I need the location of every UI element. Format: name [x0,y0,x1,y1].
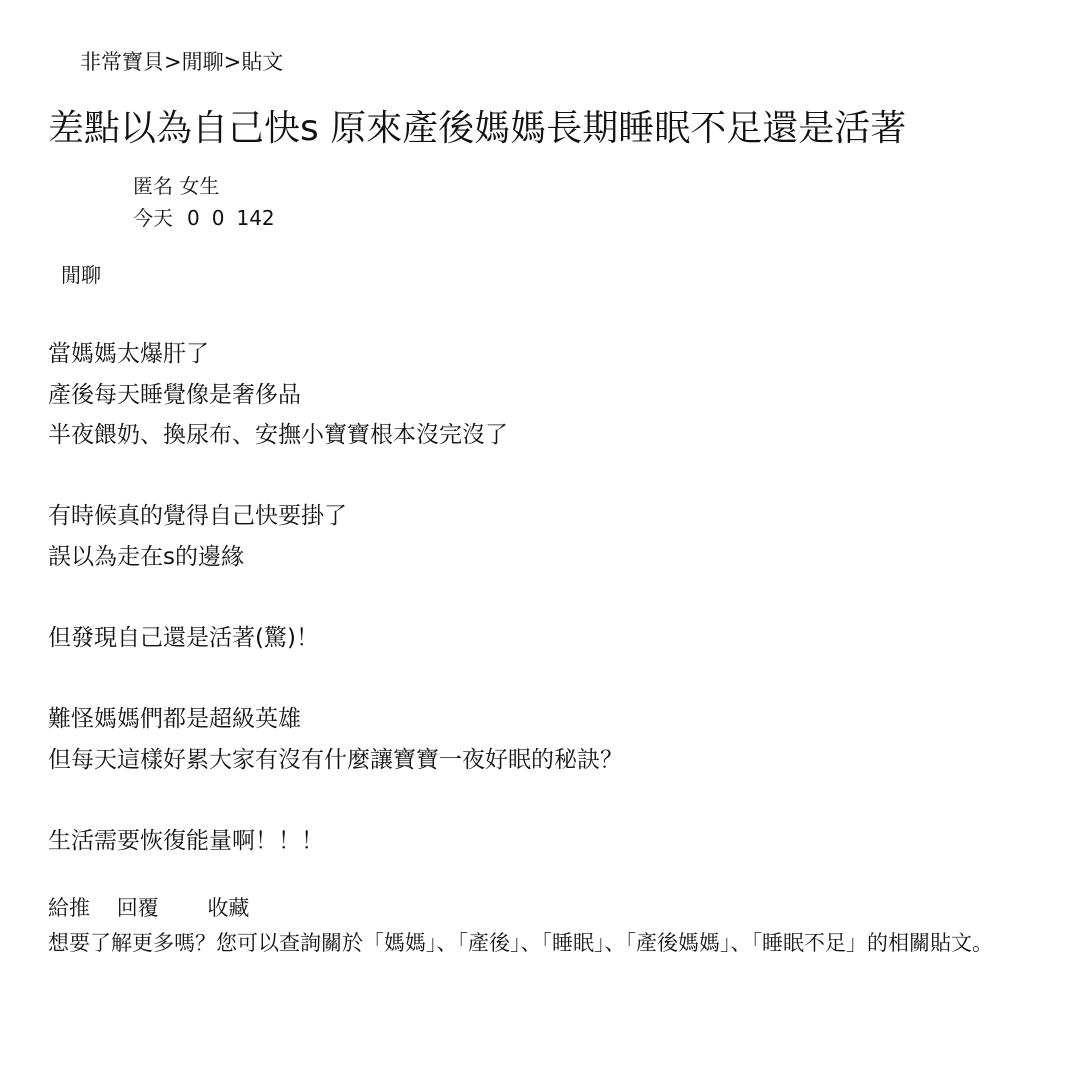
stats-line [133,202,289,234]
post-author: 匿名 女生 [133,174,220,198]
related-posts-text: 想要了解更多嗎？您可以查詢關於「媽媽」、「產後」、「睡眠」、「產後媽媽」、「睡眠不足」的相關貼文。 [48,931,993,955]
post-line: 有時候真的覺得自己快要掛了 [48,503,347,530]
post-paragraph [48,334,1048,456]
post-actions [48,893,249,923]
like-count: 0 [187,206,200,230]
favorite-button[interactable]: 收藏 [207,896,250,920]
post-line: 但發現自己還是活著(驚)！ [48,625,319,652]
breadcrumb-current-page: 貼文 [241,50,284,74]
post-content [48,334,1048,862]
breadcrumb-site-link[interactable]: 非常寶貝 [80,50,164,74]
post-meta [133,170,289,234]
post-line: 半夜餵奶、換尿布、安撫小寶寶根本沒完沒了 [48,422,508,449]
view-count: 142 [236,206,275,230]
breadcrumb-separator: > [223,50,242,74]
post-line: 難怪媽媽們都是超級英雄 [48,706,301,733]
post-date: 今天 [133,206,173,230]
breadcrumb-separator: > [164,50,182,74]
reply-button[interactable]: 回覆 [116,896,159,920]
board-tag[interactable]: 閒聊 [61,263,101,287]
breadcrumb [80,48,283,76]
post-line: 生活需要恢復能量啊！！！ [48,828,324,855]
post-line: 產後每天睡覺像是奢侈品 [48,381,301,408]
post-paragraph [48,821,1048,862]
post-paragraph [48,618,1048,659]
post-title: 差點以為自己快s 原來產後媽媽長期睡眠不足還是活著 [48,108,907,149]
breadcrumb-board-link[interactable]: 閒聊 [181,50,224,74]
post-paragraph [48,496,1048,577]
post-line: 誤以為走在s的邊緣 [48,543,244,570]
post-line: 但每天這樣好累大家有沒有什麼讓寶寶一夜好眠的秘訣？ [48,746,623,773]
author-line [133,170,289,202]
post-line: 當媽媽太爆肝了 [48,341,209,367]
post-paragraph [48,699,1048,780]
comment-count: 0 [211,206,225,230]
push-button[interactable]: 給推 [48,896,90,920]
